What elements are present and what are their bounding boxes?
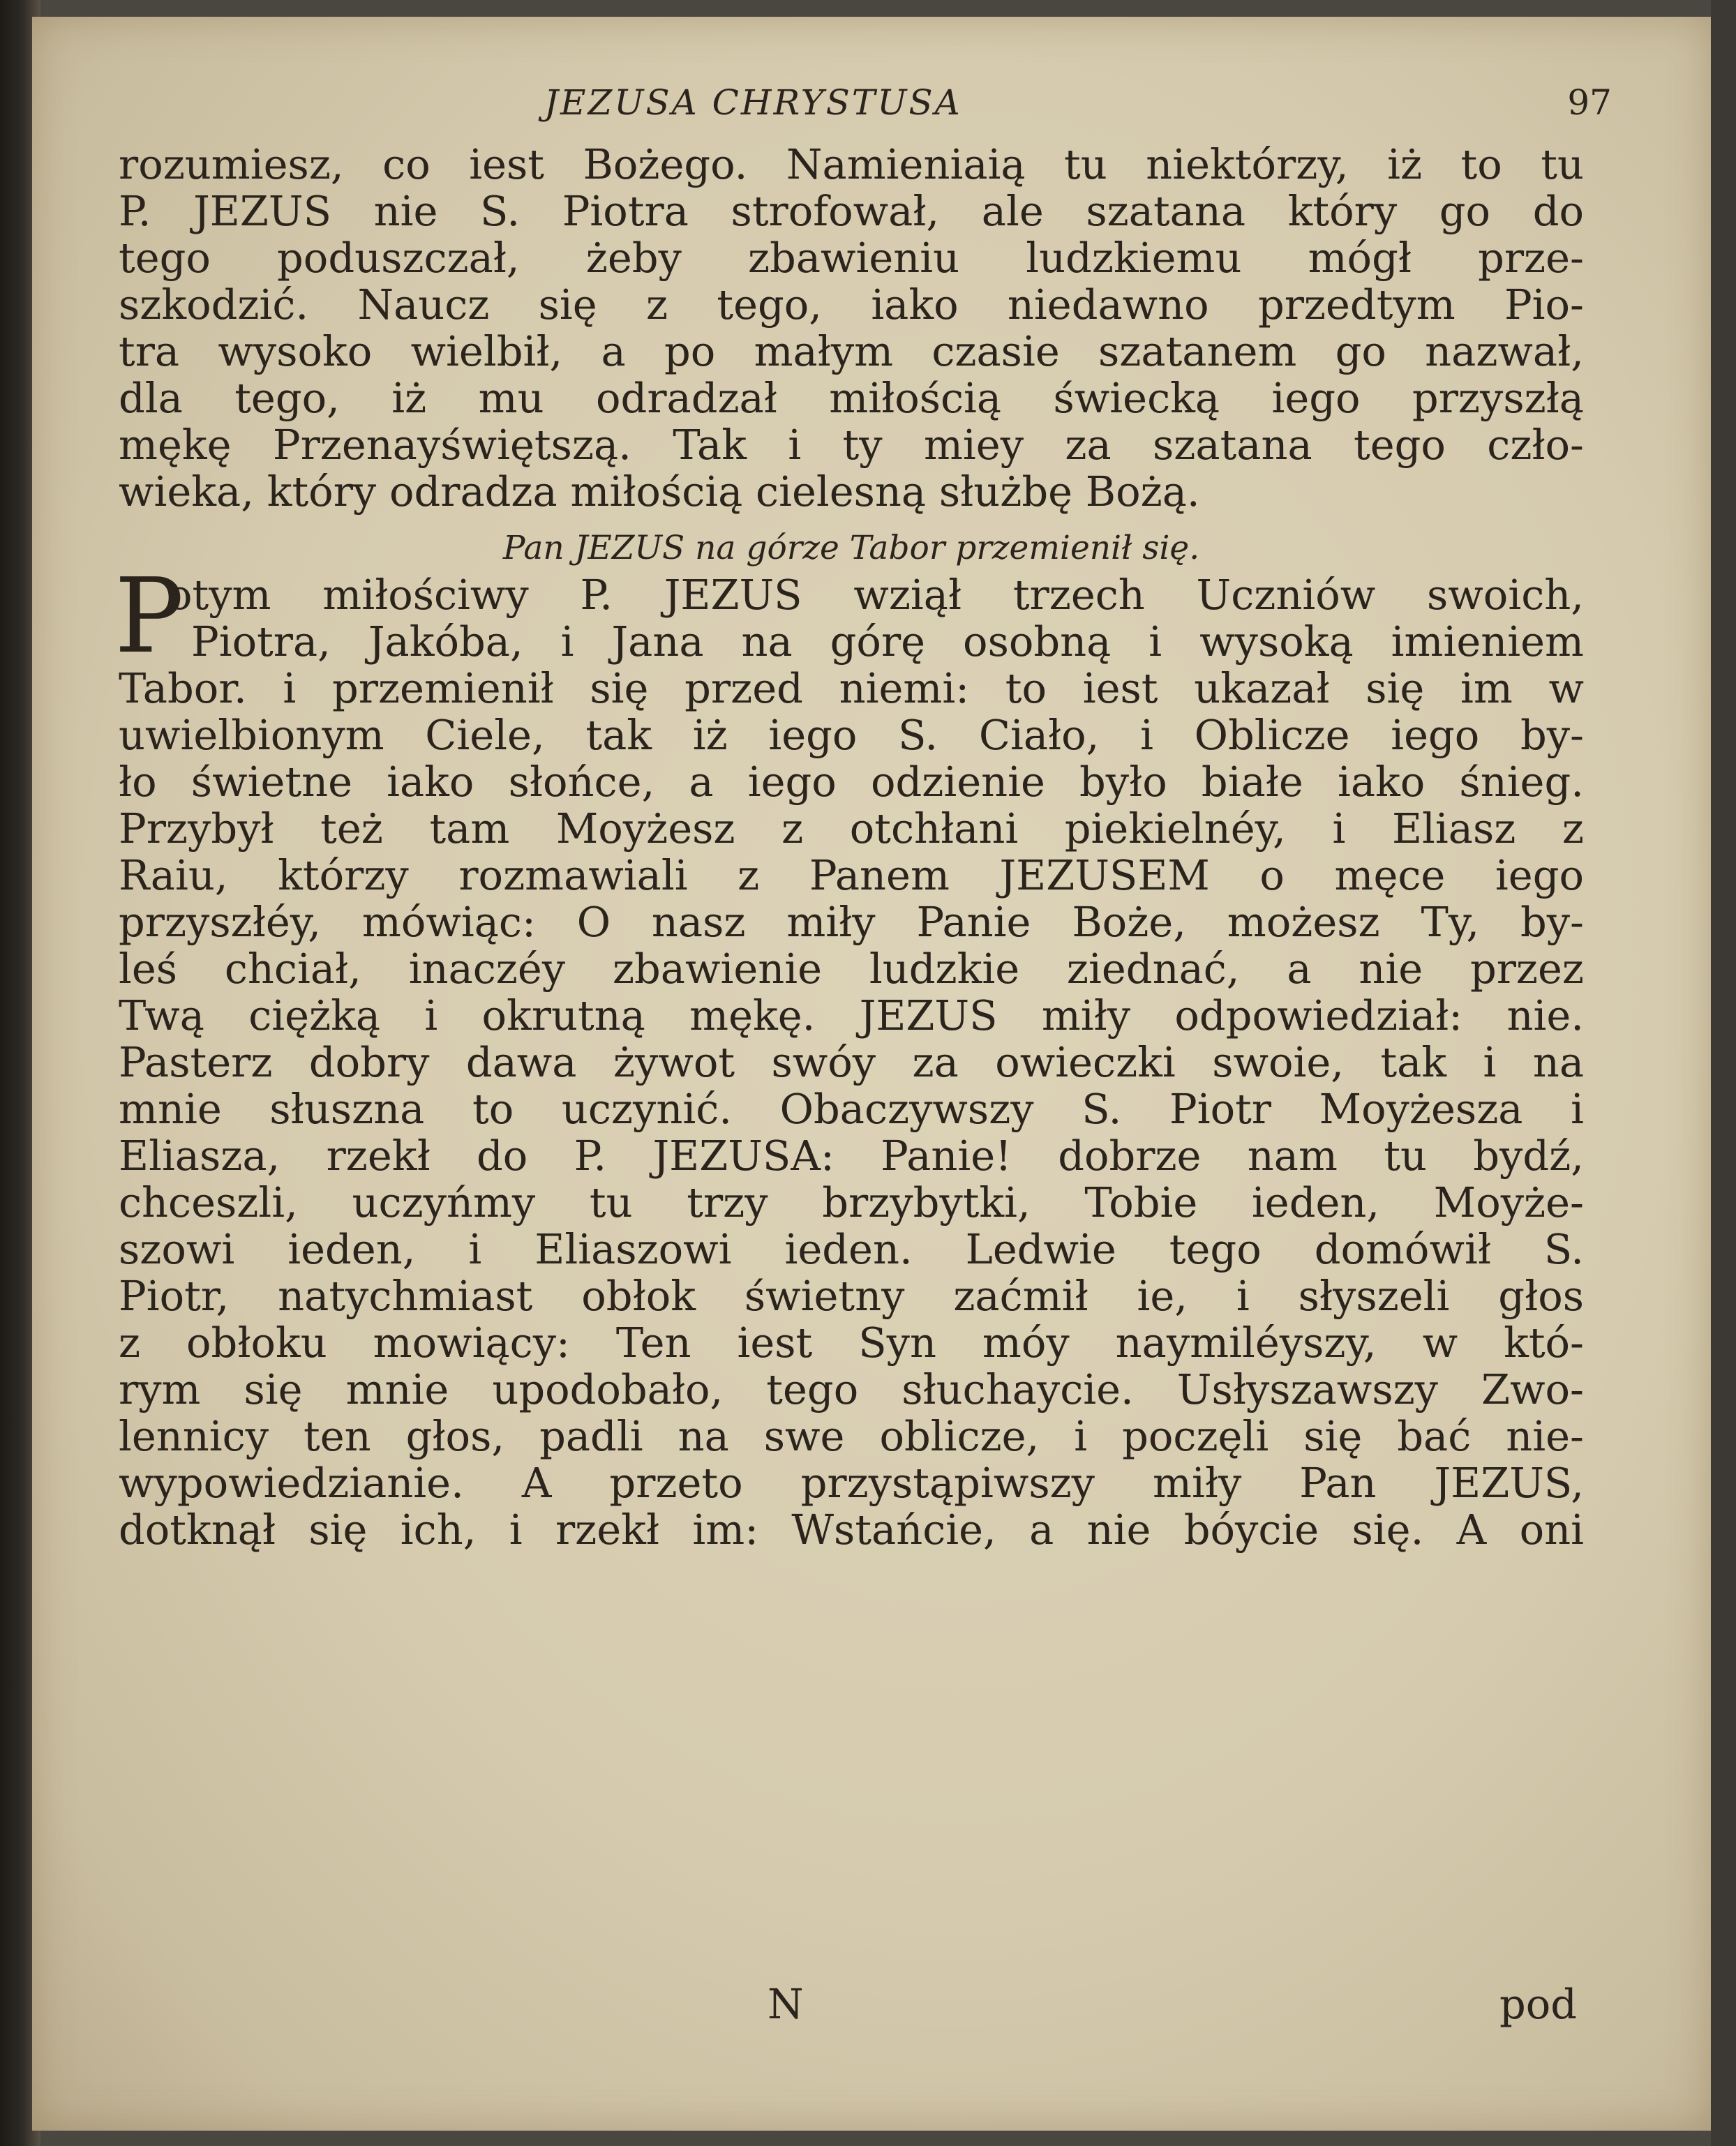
paragraph [114, 556, 1584, 1553]
text-line: mękę Przenayświętszą. Tak i ty miey za szatana tego czło- [119, 421, 1584, 468]
text-line: mnie słuszna to uczynić. Obaczywszy S. Piotr Moyżesza i [119, 1086, 1584, 1132]
text-line: wieka, który odradza miłością cielesną służbę Bożą. [119, 468, 1200, 515]
text-line: Pasterz dobry dawa żywot swóy za owieczki swoie, tak i na [119, 1039, 1584, 1086]
page-header [119, 82, 1626, 138]
page-outer-margin [1711, 0, 1736, 2146]
text-line: tego poduszczał, żeby zbawieniu ludzkiemu mógł prze- [119, 234, 1584, 281]
page-number: 97 [1567, 82, 1612, 123]
text-line: ło świetne iako słońce, a iego odzienie było białe iako śnieg. [119, 758, 1584, 805]
body-text [114, 141, 1584, 1553]
text-line: rym się mnie upodobało, tego słuchaycie. Usłyszawszy Zwo- [119, 1366, 1584, 1413]
text-line: Tabor. i przemienił się przed niemi: to iest ukazał się im w [119, 665, 1584, 712]
text-line: dotknął się ich, i rzekł im: Wstańcie, a nie bóycie się. A oni [119, 1506, 1584, 1553]
text-line: P. JEZUS nie S. Piotra strofował, ale szatana który go do [119, 188, 1584, 234]
signature-mark: N [768, 1980, 804, 2028]
text-line: z obłoku mowiący: Ten iest Syn móy naymiléyszy, w któ- [119, 1319, 1584, 1366]
text-line: rozumiesz, co iest Bożego. Namieniaią tu niektórzy, iż to tu [119, 141, 1584, 188]
text-line: lennicy ten głos, padli na swe oblicze, i poczęli się bać nie- [119, 1413, 1584, 1460]
text-line: szkodzić. Naucz się z tego, iako niedawno przedtym Pio- [119, 281, 1584, 328]
text-line: przyszłéy, mówiąc: O nasz miły Panie Boże, możesz Ty, by- [119, 899, 1584, 945]
text-line: Piotra, Jakóba, i Jana na górę osobną i wysoką imieniem [191, 618, 1584, 665]
text-line: Twą ciężką i okrutną mękę. JEZUS miły odpowiedział: nie. [119, 992, 1584, 1039]
text-line: tra wysoko wielbił, a po małym czasie szatanem go nazwał, [119, 328, 1584, 375]
text-line: chceszli, uczyńmy tu trzy brzybytki, Tobie ieden, Moyże- [119, 1179, 1584, 1226]
running-title: JEZUSA CHRYSTUSA [544, 82, 962, 123]
drop-cap: P [114, 556, 184, 676]
text-line: szowi ieden, i Eliaszowi ieden. Ledwie tego domówił S. [119, 1226, 1584, 1273]
text-line: dla tego, iż mu odradzał miłością świecką iego przyszłą [119, 375, 1584, 421]
text-line: Eliasza, rzekł do P. JEZUSA: Panie! dobrze nam tu bydź, [119, 1132, 1584, 1179]
text-line: wypowiedzianie. A przeto przystąpiwszy miły Pan JEZUS, [119, 1460, 1584, 1506]
text-line: Raiu, którzy rozmawiali z Panem JEZUSEM o męce iego [119, 852, 1584, 899]
text-line: leś chciał, inaczéy zbawienie ludzkie ziednać, a nie przez [119, 945, 1584, 992]
page-footer [119, 1980, 1584, 2036]
text-line: Piotr, natychmiast obłok świetny zaćmił ie, i słyszeli głos [119, 1273, 1584, 1319]
catchword: pod [1499, 1980, 1577, 2028]
section-heading: Pan JEZUS na górze Tabor przemienił się. [502, 529, 1200, 567]
text-line: uwielbionym Ciele, tak iż iego S. Ciało, i Oblicze iego by- [119, 712, 1584, 758]
text-line: Przybył też tam Moyżesz z otchłani piekielnéy, i Eliasz z [119, 805, 1584, 852]
text-line: otym miłościwy P. JEZUS wziął trzech Uczniów swoich, [167, 571, 1584, 618]
